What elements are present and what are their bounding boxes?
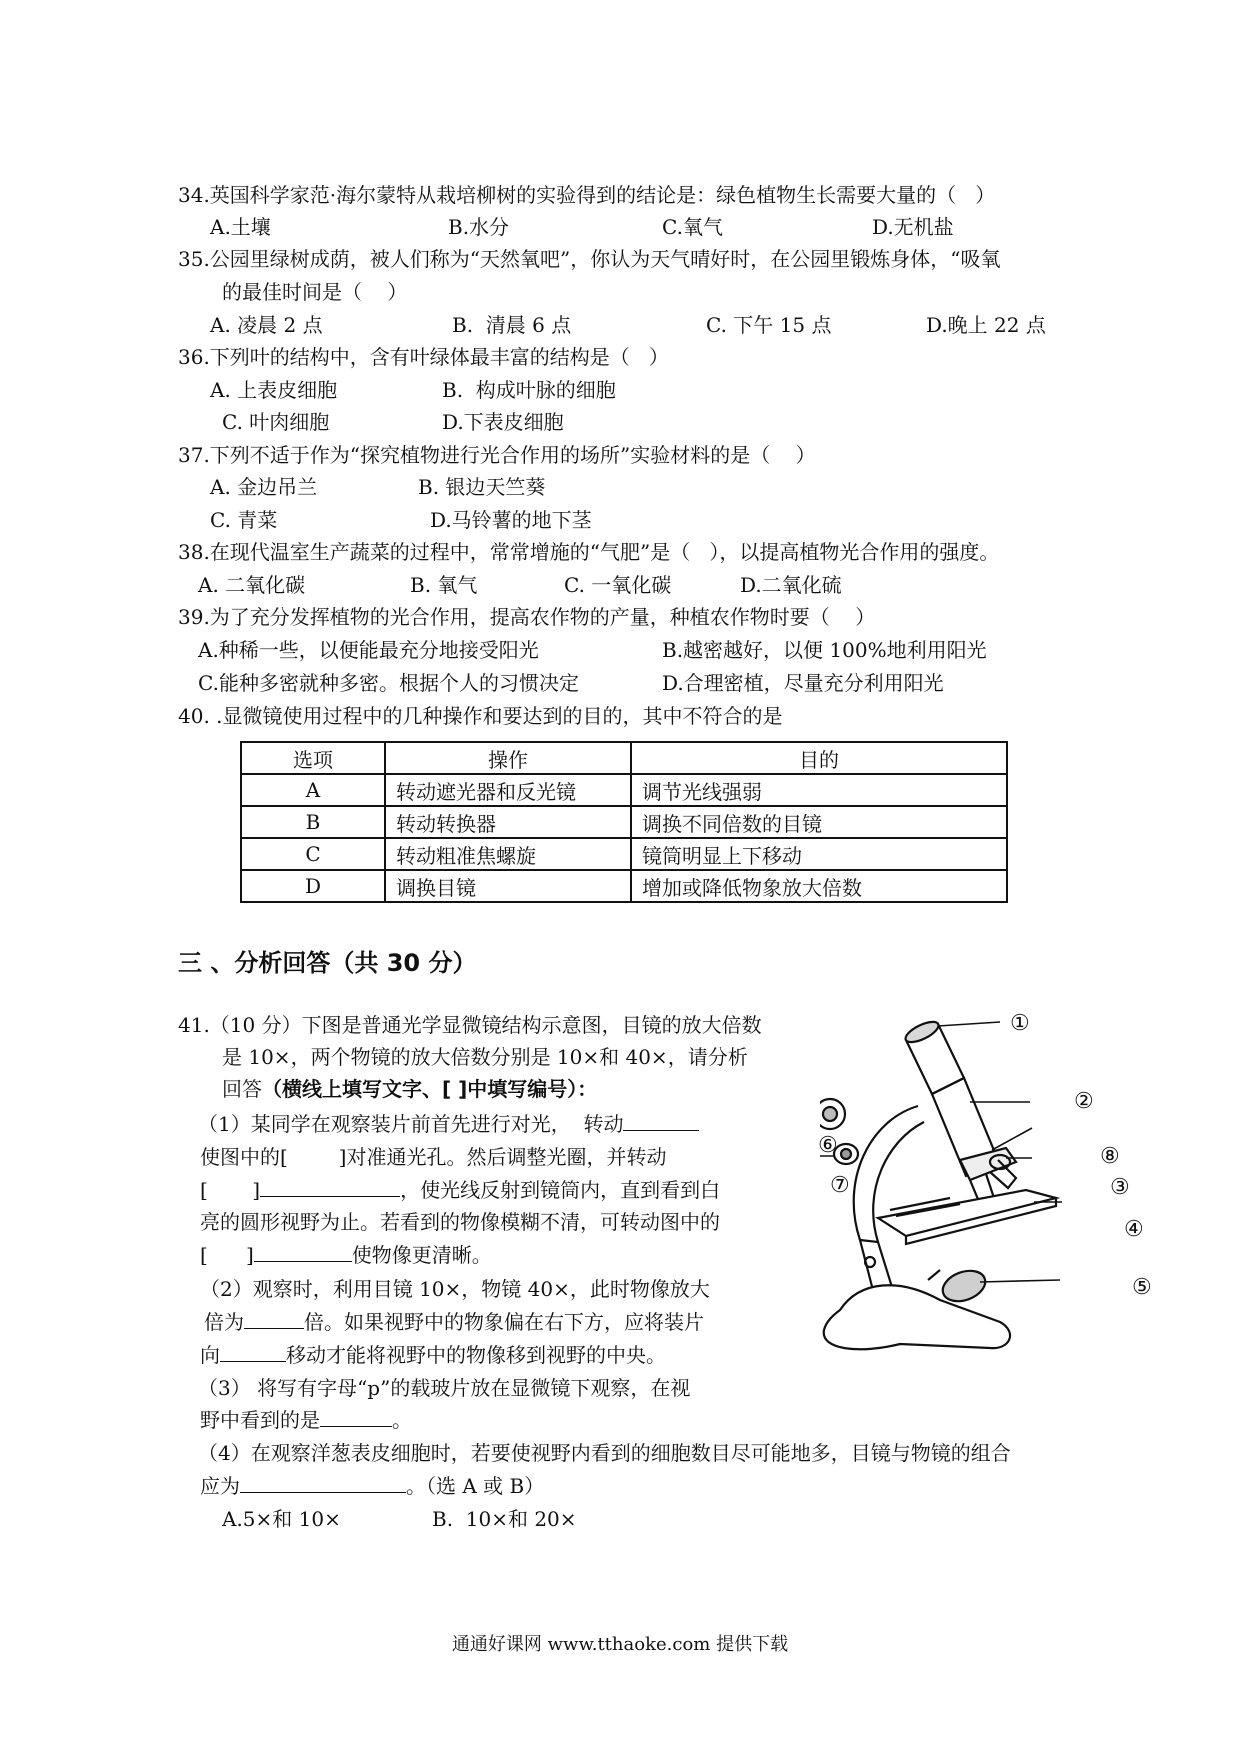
table-cell: 调节光线强弱 xyxy=(631,774,1007,806)
mirror xyxy=(939,1265,990,1306)
q35-option-c: C. 下午 15 点 xyxy=(706,313,832,337)
q35-stem-line1: 35.公园里绿树成荫，被人们称为“天然氧吧”，你认为天气晴好时，在公园里锻炼身体，“吸氧 xyxy=(178,247,1001,271)
label-3: ③ xyxy=(1110,1175,1130,1200)
q41-p1-text-e: 使物像更清晰。 xyxy=(351,1243,492,1267)
q38-option-b: B. 氧气 xyxy=(410,573,478,597)
q35-option-a: A. 凌晨 2 点 xyxy=(210,313,323,337)
table-row xyxy=(241,838,1007,870)
q35-stem-line2: 的最佳时间是（ ） xyxy=(222,280,408,304)
q41-p2-line-b xyxy=(204,1308,704,1336)
q34-option-c: C.氧气 xyxy=(662,215,723,239)
q41-p3-text: 野中看到的是 xyxy=(200,1408,320,1432)
q39-option-c: C.能种多密就种多密。根据个人的习惯决定 xyxy=(198,671,579,695)
q41-p1-line-e xyxy=(200,1241,492,1269)
q37-option-a: A. 金边吊兰 xyxy=(210,475,318,499)
q41-p4-line-b xyxy=(200,1472,544,1500)
table-row xyxy=(241,870,1007,902)
q41-line1: 41.（10 分）下图是普通光学显微镜结构示意图，目镜的放大倍数 xyxy=(178,1013,762,1037)
label-4: ④ xyxy=(1124,1217,1144,1242)
table-cell: B xyxy=(241,806,385,838)
leader-line-5 xyxy=(980,1280,1060,1282)
table-cell: 转动粗准焦螺旋 xyxy=(385,838,631,870)
q41-p2-text: 倍。如果视野中的物象偏在右下方，应将装片 xyxy=(304,1310,704,1334)
table-header-cell: 目的 xyxy=(631,742,1007,774)
q41-p2-text: 倍为 xyxy=(204,1310,244,1334)
table-row xyxy=(241,774,1007,806)
q41-p4-line-a: （4）在观察洋葱表皮细胞时，若要使视野内看到的细胞数目尽可能地多，目镜与物镜的组合 xyxy=(198,1441,1011,1465)
nosepiece xyxy=(960,1148,1016,1180)
q41-p1-line-a xyxy=(198,1110,699,1138)
leader-line-8 xyxy=(992,1128,1032,1150)
q39-option-a: A.种稀一些，以便能最充分地接受阳光 xyxy=(198,638,539,662)
q38-stem: 38.在现代温室生产蔬菜的过程中，常常增施的“气肥”是（ ），以提高植物光合作用的强度。 xyxy=(178,540,1000,564)
q41-p2-line-c xyxy=(200,1341,666,1369)
q39-stem: 39.为了充分发挥植物的光合作用，提高农作物的产量，种植农作物时要（ ） xyxy=(178,605,876,629)
label-7: ⑦ xyxy=(830,1173,850,1198)
table-row xyxy=(241,806,1007,838)
q36-stem: 36.下列叶的结构中，含有叶绿体最丰富的结构是（ ） xyxy=(178,345,669,369)
q40-operations-table xyxy=(240,741,1008,903)
q41-p3-line-b xyxy=(200,1406,412,1434)
table-cell: D xyxy=(241,870,385,902)
q41-p3-text: 。 xyxy=(392,1408,412,1432)
leader-line-1 xyxy=(938,1022,1000,1026)
q34-stem: 34.英国科学家范·海尔蒙特从栽培柳树的实验得到的结论是：绿色植物生长需要大量的（ ） xyxy=(178,183,996,207)
q41-line2: 是 10×，两个物镜的放大倍数分别是 10×和 40×，请分析 xyxy=(222,1045,748,1069)
answer-blank[interactable] xyxy=(260,1176,400,1197)
q37-stem: 37.下列不适于作为“探究植物进行光合作用的场所”实验材料的是（ ） xyxy=(178,443,816,467)
q41-option-a: A.5×和 10× xyxy=(222,1507,341,1531)
q38-option-a: A. 二氧化碳 xyxy=(198,573,306,597)
table-cell: 转动转换器 xyxy=(385,806,631,838)
label-2: ② xyxy=(1074,1089,1094,1114)
table-cell: 调换不同倍数的目镜 xyxy=(631,806,1007,838)
q41-p2-text: 移动才能将视野中的物像移到视野的中央。 xyxy=(286,1343,666,1367)
answer-blank[interactable] xyxy=(220,1341,286,1362)
q37-option-d: D.马铃薯的地下茎 xyxy=(430,508,592,532)
q38-option-c: C. 一氧化碳 xyxy=(564,573,672,597)
q36-option-d: D.下表皮细胞 xyxy=(442,410,564,434)
q38-option-d: D.二氧化硫 xyxy=(740,573,842,597)
label-6: ⑥ xyxy=(818,1133,838,1158)
section-title: 三 、分析回答（共 30 分） xyxy=(178,949,477,977)
q41-p1-line-d: 亮的圆形视野为止。若看到的物像模糊不清，可转动图中的 xyxy=(200,1210,720,1234)
footer-credit: 通通好课网 www.tthaoke.com 提供下载 xyxy=(451,1634,789,1655)
q41-p1-text-a: （1）某同学在观察装片前首先进行对光， 转动 xyxy=(198,1112,624,1136)
label-8: ⑧ xyxy=(1100,1144,1120,1169)
q39-option-b: B.越密越好，以便 100%地利用阳光 xyxy=(662,638,987,662)
table-cell: 镜筒明显上下移动 xyxy=(631,838,1007,870)
table-header-cell: 选项 xyxy=(241,742,385,774)
q40-stem: 40. .显微镜使用过程中的几种操作和要达到的目的，其中不符合的是 xyxy=(178,704,783,728)
q34-option-a: A.土壤 xyxy=(210,215,271,239)
table-cell: 转动遮光器和反光镜 xyxy=(385,774,631,806)
table-header-row xyxy=(241,742,1007,774)
base xyxy=(824,1285,1010,1349)
q34-option-b: B.水分 xyxy=(448,215,510,239)
q37-option-c: C. 青菜 xyxy=(210,508,278,532)
q35-option-d: D.晚上 22 点 xyxy=(926,313,1046,337)
q34-option-d: D.无机盐 xyxy=(872,215,954,239)
q41-p1-line-b: 使图中的[ ]对准通光孔。然后调整光圈，并转动 xyxy=(200,1145,667,1169)
q41-p1-bracket: [ ] xyxy=(200,1178,261,1202)
q39-option-d: D.合理密植，尽量充分利用阳光 xyxy=(662,671,944,695)
q41-p4-text: 。（选 A 或 B） xyxy=(406,1474,545,1498)
answer-blank[interactable] xyxy=(240,1472,406,1493)
answer-blank[interactable] xyxy=(254,1241,352,1262)
q41-option-b: B. 10×和 20× xyxy=(432,1507,577,1531)
answer-blank[interactable] xyxy=(623,1110,699,1131)
table-cell: 增加或降低物象放大倍数 xyxy=(631,870,1007,902)
q41-line3-prefix: 回答 xyxy=(222,1077,262,1101)
q41-p4-text: 应为 xyxy=(200,1474,240,1498)
q36-option-a: A. 上表皮细胞 xyxy=(210,378,338,402)
q41-p1-line-c xyxy=(200,1176,720,1204)
coarse-knob-center xyxy=(823,1107,837,1121)
mirror-arm xyxy=(928,1270,940,1280)
table-cell: C xyxy=(241,838,385,870)
q36-option-c: C. 叶肉细胞 xyxy=(222,410,330,434)
q41-p2-text: 向 xyxy=(200,1343,220,1367)
answer-blank[interactable] xyxy=(244,1308,304,1329)
q41-line3-instruction: （横线上填写文字、[ ]中填写编号）： xyxy=(262,1077,598,1101)
answer-blank[interactable] xyxy=(320,1406,392,1427)
table-header-cell: 操作 xyxy=(385,742,631,774)
fine-knob-center xyxy=(841,1149,851,1159)
table-cell: 调换目镜 xyxy=(385,870,631,902)
label-5: ⑤ xyxy=(1132,1275,1152,1300)
q36-option-b: B. 构成叶脉的细胞 xyxy=(442,378,616,402)
table-cell: A xyxy=(241,774,385,806)
q41-p1-bracket: [ ] xyxy=(200,1243,254,1267)
label-1: ① xyxy=(1010,1011,1030,1036)
q35-option-b: B. 清晨 6 点 xyxy=(452,313,572,337)
q41-line3 xyxy=(222,1075,597,1103)
q41-p2-line-a: （2）观察时，利用目镜 10×，物镜 40×，此时物像放大 xyxy=(200,1277,710,1301)
q37-option-b: B. 银边天竺葵 xyxy=(418,475,546,499)
q41-p1-text-c: ，使光线反射到镜筒内，直到看到白 xyxy=(400,1178,721,1202)
q41-p3-line-a: （3） 将写有字母“p”的载玻片放在显微镜下观察，在视 xyxy=(198,1376,691,1400)
